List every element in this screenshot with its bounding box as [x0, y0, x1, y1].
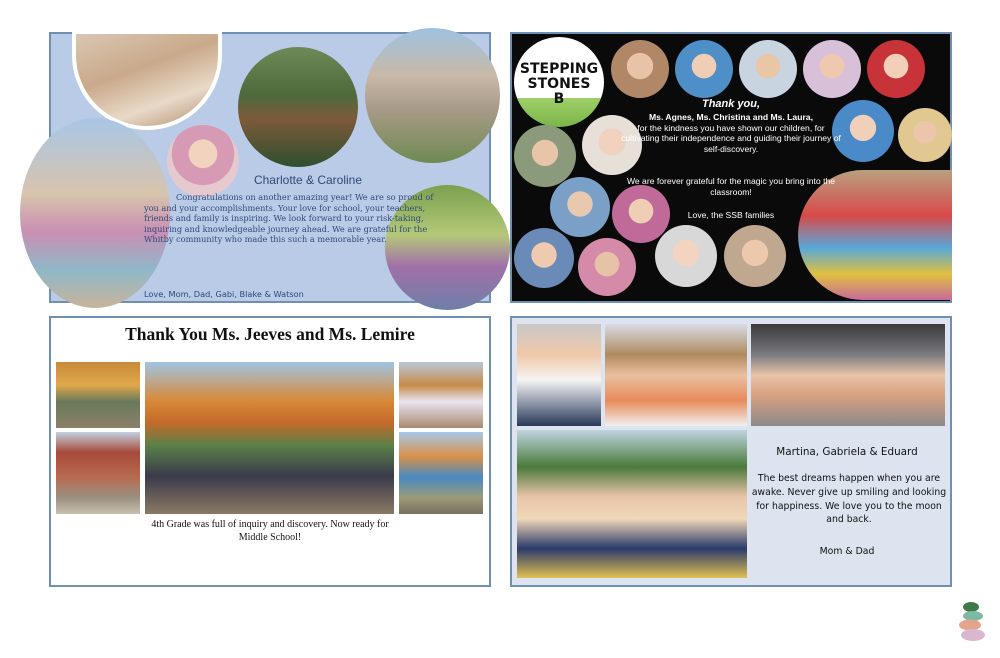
photo-class-costumes-left-top [56, 362, 140, 428]
photo-child-15 [898, 108, 952, 162]
photo-class-costumes-right-top [399, 362, 483, 428]
photo-class-playground [145, 362, 394, 514]
photo-girls-rocks [365, 28, 500, 163]
logo-line-1: STEPPING [519, 61, 599, 77]
photo-child-12 [655, 225, 717, 287]
photo-girl-hat [751, 324, 945, 426]
photo-child-4 [803, 40, 861, 98]
panel2-thank-you: Thank you, [701, 98, 761, 110]
photo-child-11 [578, 238, 636, 296]
photo-child-5 [867, 40, 925, 98]
photo-class-field [399, 432, 483, 514]
panel3-message: 4th Grade was full of inquiry and discovery. Now ready for Middle School! [151, 519, 389, 543]
panel2-message [620, 112, 842, 154]
panel2-message-1: for the kindness you have shown our children, for cultivating their independence and guiding their journey of self-discovery. [621, 122, 841, 154]
logo-line-3: B [553, 91, 565, 107]
panel3-title: Thank You Ms. Jeeves and Ms. Lemire [125, 324, 415, 344]
logo-line-2: STONES [527, 76, 591, 92]
stacked-stones-icon [957, 600, 987, 644]
photo-mascot-family [238, 47, 358, 167]
panel4-signature: Mom & Dad [819, 546, 875, 557]
panel1-message: Congratulations on another amazing year! We are so proud of you and your accomplishments. Your love for school, your teachers, friends and family is inspiring. We look forward to your risk-taking, inquiring and knowledgeable journey ahead. We are grateful for the Whitby community who made this such a memorable year. [144, 192, 434, 245]
photo-child-2 [675, 40, 733, 98]
panel2-signature: Love, the SSB families [687, 210, 775, 220]
panel1-names: Charlotte & Caroline [253, 173, 363, 187]
photo-child-3 [739, 40, 797, 98]
stepping-stones-logo-text [518, 62, 600, 107]
panel4-names: Martina, Gabriela & Eduard [776, 446, 918, 458]
panel1-signature: Love, Mom, Dad, Gabi, Blake & Watson [144, 289, 304, 299]
photo-boy-labcoat [517, 324, 601, 426]
photo-class-building [56, 432, 140, 514]
photo-child-8 [550, 177, 610, 237]
panel4-message: The best dreams happen when you are awake. Never give up smiling and looking for happiness. We love you to the moon and back. [751, 473, 947, 526]
photo-child-10 [514, 228, 574, 288]
photo-child-1 [611, 40, 669, 98]
photo-child-6 [514, 125, 576, 187]
panel2-message-2: We are forever grateful for the magic you bring into the classroom! [626, 176, 836, 197]
photo-girl-orange-shirt [605, 324, 747, 426]
photo-three-children [517, 430, 747, 578]
photo-child-13 [724, 225, 786, 287]
panel2-teachers: Ms. Agnes, Ms. Christina and Ms. Laura, [649, 112, 813, 122]
